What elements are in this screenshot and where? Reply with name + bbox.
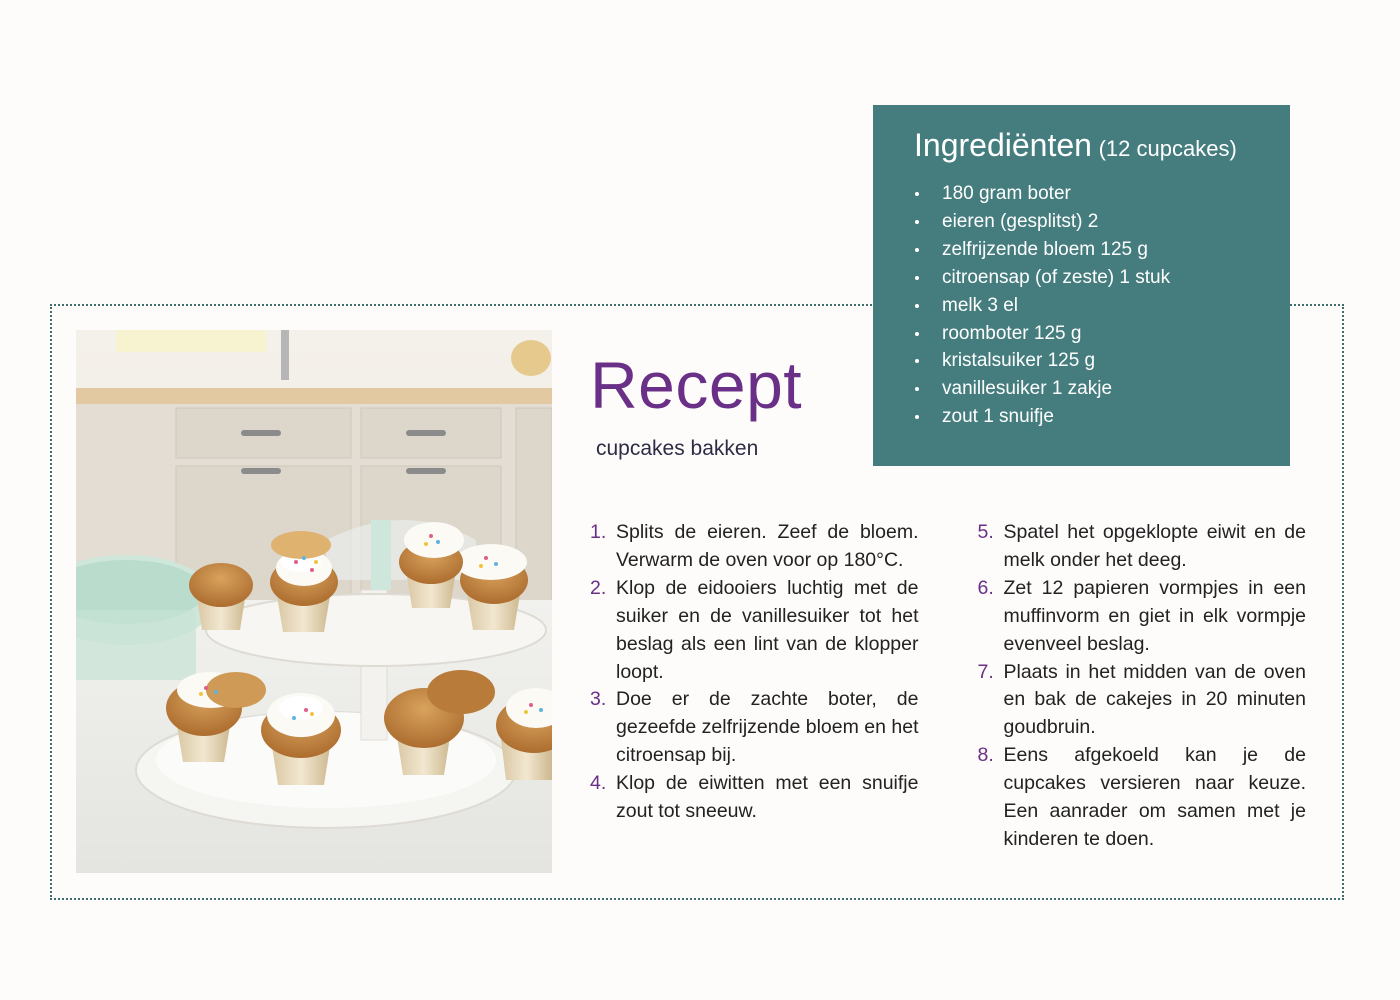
cupcakes-photo	[76, 330, 552, 873]
step-item	[978, 742, 1307, 854]
step-item	[590, 770, 919, 826]
step-text: Eens afgekoeld kan je de cupcakes versieren naar keuze. Een aanrader om samen met je kinderen te doen.	[1003, 744, 1306, 850]
step-item	[590, 686, 919, 770]
step-item	[978, 659, 1307, 743]
step-number: 7.	[977, 660, 994, 683]
step-number: 4.	[590, 772, 607, 795]
step-number: 1.	[590, 521, 607, 543]
ingredient-item: melk 3 el	[914, 292, 1270, 320]
ingredients-heading	[914, 127, 1270, 164]
step-text: Klop de eiwitten met een snuifje zout tot sneeuw.	[616, 772, 919, 823]
ingredients-servings: (12 cupcakes)	[1098, 136, 1237, 161]
ingredient-item: roomboter 125 g	[914, 320, 1270, 348]
ingredient-item: 180 gram boter	[914, 180, 1270, 208]
step-item	[978, 519, 1307, 575]
page-title: Recept	[590, 348, 803, 422]
ingredients-panel	[873, 105, 1290, 466]
step-text: Zet 12 papieren vormpjes in een muffinvorm en giet in elk vormpje evenveel beslag.	[1003, 576, 1306, 655]
step-number: 8.	[977, 744, 994, 767]
ingredient-item: zout 1 snuifje	[914, 403, 1270, 431]
step-item	[590, 575, 919, 687]
step-number: 6.	[977, 576, 994, 599]
step-text: Doe er de zachte boter, de gezeefde zelfrijzende bloem en het citroensap bij.	[616, 688, 919, 767]
step-text: Splits de eieren. Zeef de bloem. Verwarm de oven voor op 180°C.	[616, 521, 919, 571]
step-number: 3.	[590, 688, 607, 711]
steps-list	[590, 519, 1306, 859]
ingredient-item: zelfrijzende bloem 125 g	[914, 236, 1270, 264]
step-text: Spatel het opgeklopte eiwit en de melk onder het deeg.	[1003, 521, 1306, 571]
page-subtitle: cupcakes bakken	[596, 437, 759, 460]
ingredient-item: eieren (gesplitst) 2	[914, 208, 1270, 236]
ingredients-title: Ingrediënten	[914, 127, 1092, 163]
ingredients-list	[914, 180, 1270, 431]
ingredient-item: kristalsuiker 125 g	[914, 347, 1270, 375]
step-text: Plaats in het midden van de oven en bak de cakejes in 20 minuten goudbruin.	[1003, 660, 1306, 739]
ingredient-item: vanillesuiker 1 zakje	[914, 375, 1270, 403]
step-item	[978, 575, 1307, 659]
step-number: 2.	[590, 576, 607, 599]
step-number: 5.	[977, 521, 994, 543]
step-text: Klop de eidooiers luchtig met de suiker en de vanillesuiker tot het beslag als een lint van de klopper loopt.	[616, 576, 919, 683]
step-item	[590, 519, 919, 575]
ingredient-item: citroensap (of zeste) 1 stuk	[914, 264, 1270, 292]
